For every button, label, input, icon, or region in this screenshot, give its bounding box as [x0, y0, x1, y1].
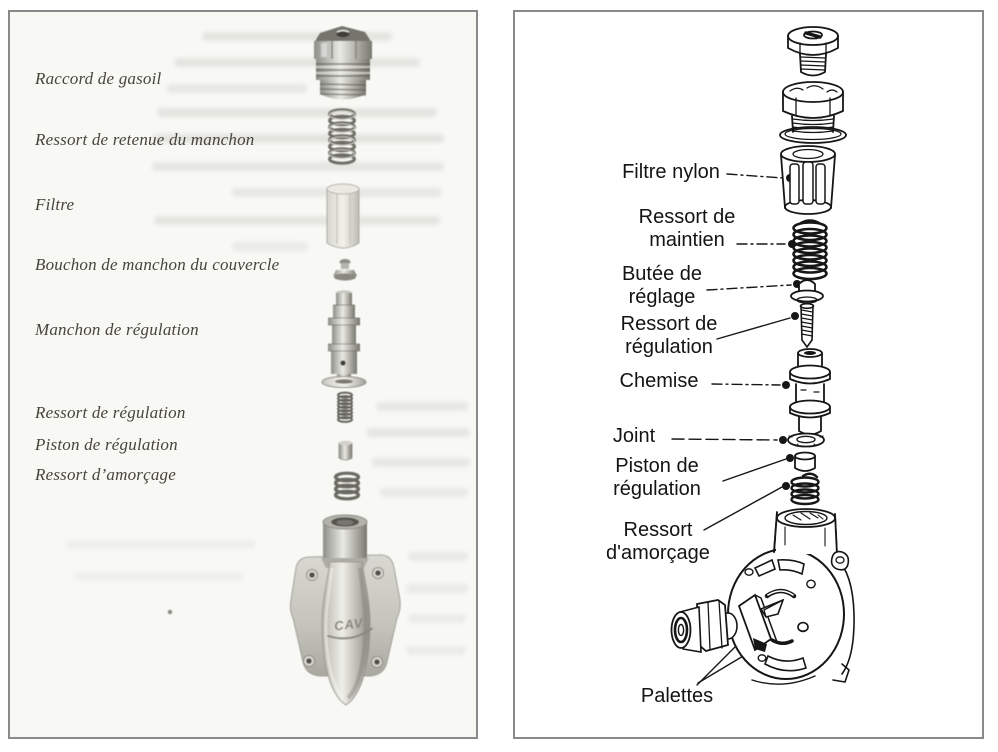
- part-ressort-amorcage-l: [336, 473, 359, 499]
- label-bouchon-manchon: Bouchon de manchon du couvercle: [35, 255, 280, 274]
- left-diagram-panel: [8, 10, 478, 739]
- label-raccord-de-gasoil: Raccord de gasoil: [35, 69, 162, 88]
- label-filtre: Filtre: [35, 195, 75, 214]
- cav-logo-text: CAV: [333, 615, 365, 634]
- label-ressort-amorcage-r: Ressort d'amorçage: [606, 519, 710, 564]
- label-manchon-regulation: Manchon de régulation: [35, 320, 199, 339]
- left-exploded-parts-drawing: [10, 12, 476, 737]
- part-sealing-bolt: [788, 27, 838, 76]
- part-pump-body: [672, 509, 855, 684]
- label-filtre-nylon: Filtre nylon: [622, 161, 720, 183]
- label-ressort-amorcage-l: Ressort d’amorçage: [35, 465, 176, 484]
- label-piston-regulation-l: Piston de régulation: [35, 435, 178, 454]
- label-ressort-regulation-l: Ressort de régulation: [35, 403, 186, 422]
- part-joint: [788, 434, 824, 447]
- part-ressort-retenue-manchon: [330, 110, 355, 163]
- part-ressort-maintien: [794, 221, 827, 280]
- part-bouchon-manchon: [333, 259, 357, 281]
- scan-speck: [168, 610, 172, 614]
- label-ressort-regulation-r: Ressort de régulation: [620, 313, 718, 358]
- part-filter-plug: [780, 82, 846, 143]
- label-butee-reglage: Butée de réglage: [621, 263, 703, 308]
- label-joint: Joint: [612, 425, 656, 447]
- label-piston-regulation-r: Piston de régulation: [613, 455, 701, 500]
- label-palettes: Palettes: [640, 685, 714, 707]
- part-piston-regulation-r: [795, 453, 815, 472]
- part-chemise: [790, 349, 830, 435]
- part-pump-cover-body: [290, 515, 400, 705]
- part-filtre: [327, 184, 359, 248]
- part-ressort-amorcage-r: [792, 474, 819, 504]
- part-ressort-regulation-l: [338, 393, 352, 422]
- right-diagram-panel: [513, 10, 984, 739]
- label-ressort-maintien: Ressort de maintien: [638, 206, 736, 251]
- right-exploded-parts-drawing: [515, 12, 982, 737]
- part-piston-regulation-l: [339, 441, 352, 460]
- label-chemise: Chemise: [619, 370, 699, 392]
- part-raccord-de-gasoil: [314, 26, 372, 100]
- part-ressort-regulation-r: [801, 304, 814, 347]
- label-ressort-retenue: Ressort de retenue du manchon: [35, 130, 255, 149]
- part-inlet-fitting: [672, 600, 738, 652]
- part-manchon-regulation: [322, 290, 366, 387]
